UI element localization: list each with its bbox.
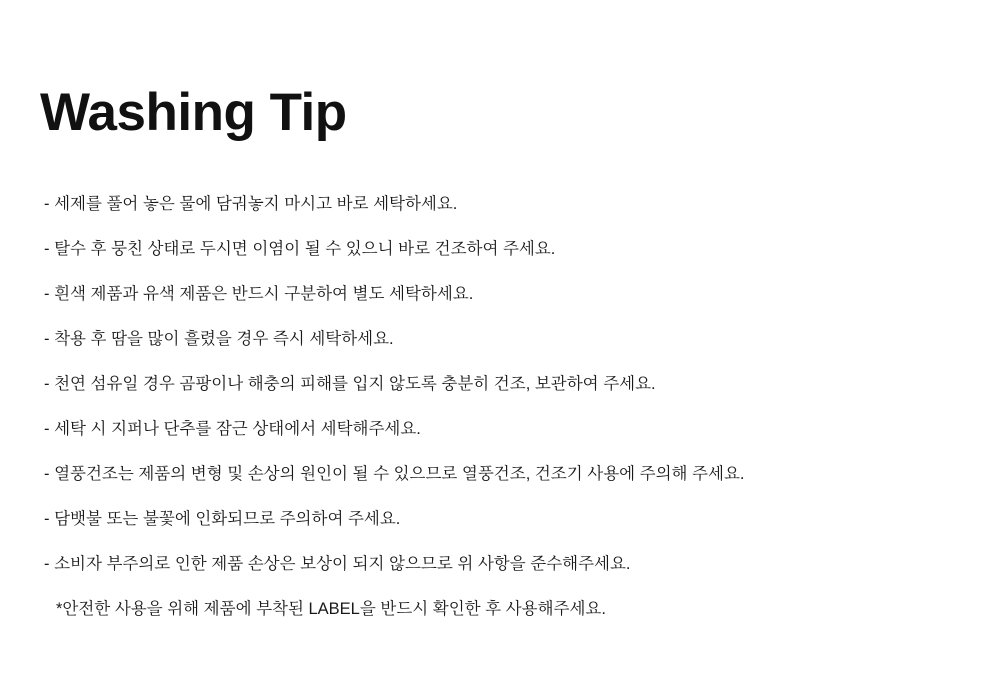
list-item: - 착용 후 땀을 많이 흘렸을 경우 즉시 세탁하세요. bbox=[44, 330, 394, 348]
list-item: - 흰색 제품과 유색 제품은 반드시 구분하여 별도 세탁하세요. bbox=[44, 285, 474, 303]
list-item: - 탈수 후 뭉친 상태로 두시면 이염이 될 수 있으니 바로 건조하여 주세요. bbox=[44, 240, 556, 258]
safety-note: *안전한 사용을 위해 제품에 부착된 LABEL을 반드시 확인한 후 사용해주세요. bbox=[56, 600, 606, 618]
list-item: - 열풍건조는 제품의 변형 및 손상의 원인이 될 수 있으므로 열풍건조, 건조기 사용에 주의해 주세요. bbox=[44, 465, 745, 483]
list-item: - 세제를 풀어 놓은 물에 담궈놓지 마시고 바로 세탁하세요. bbox=[44, 195, 458, 213]
list-item: - 천연 섬유일 경우 곰팡이나 해충의 피해를 입지 않도록 충분히 건조, 보관하여 주세요. bbox=[44, 375, 656, 393]
list-item: - 담뱃불 또는 불꽃에 인화되므로 주의하여 주세요. bbox=[44, 510, 401, 528]
page-title: Washing Tip bbox=[40, 82, 347, 142]
list-item: - 세탁 시 지퍼나 단추를 잠근 상태에서 세탁해주세요. bbox=[44, 420, 421, 438]
list-item: - 소비자 부주의로 인한 제품 손상은 보상이 되지 않으므로 위 사항을 준수해주세요. bbox=[44, 555, 631, 573]
washing-tip-list bbox=[44, 196, 964, 618]
